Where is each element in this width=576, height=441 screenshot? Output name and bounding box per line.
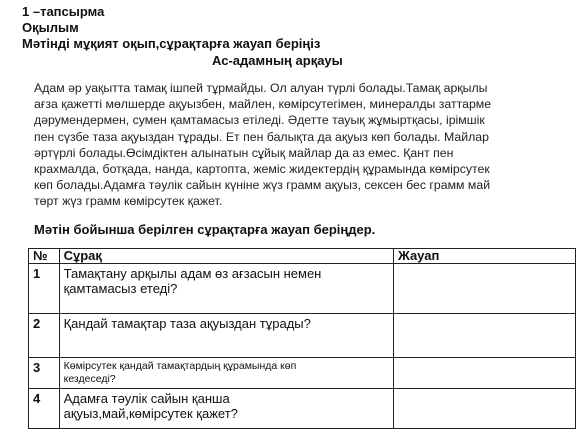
row-number: 3 [29, 358, 60, 389]
paragraph-line: Адам әр уақытта тамақ ішпей тұрмайды. Ол алуан түрлі болады.Тамақ арқылы [34, 81, 488, 95]
paragraph-line: дәрумендермен, сумен қамтамасыз етіледі. Әдетте тауық жұмыртқасы, ірімшік [34, 113, 485, 128]
table-header-row [29, 249, 576, 264]
instruction: Мәтінді мұқият оқып,сұрақтарға жауап беріңіз [22, 36, 321, 51]
header-number: № [29, 249, 60, 264]
task-number: 1 –тапсырма [22, 4, 105, 19]
question-line: Адамға тәулік сайын қанша [63, 391, 230, 406]
paragraph-line: төрт жүз грамм көмірсутек қажет. [34, 194, 223, 209]
row-number: 1 [29, 264, 60, 314]
task-instruction: Мәтін бойынша берілген сұрақтарға жауап беріңдер. [34, 222, 376, 237]
question-cell [59, 314, 393, 358]
answer-cell[interactable] [394, 358, 576, 389]
questions-table [28, 248, 576, 429]
question-cell [59, 358, 393, 389]
reading-paragraph [34, 80, 576, 210]
question-line: ақуыз,май,көмірсутек қажет? [63, 406, 238, 421]
answer-cell[interactable] [394, 264, 576, 314]
table-row [29, 264, 576, 314]
header-answer: Жауап [394, 249, 576, 264]
paragraph-line: көп болады.Адамға тәулік сайын күніне жүз грамм ақуыз, сексен бес грамм май [34, 178, 491, 193]
question-line: Көмірсутек қандай тамақтардың құрамында көп [63, 360, 297, 372]
header-question: Сұрақ [59, 249, 393, 264]
answer-cell[interactable] [394, 389, 576, 429]
table-row [29, 389, 576, 429]
paragraph-line: пен сүзбе таза ақуыздан тұрады. Ет пен балықта да ақуыз көп болады. Майлар [34, 129, 489, 144]
row-number: 4 [29, 389, 60, 429]
paragraph-line: әртүрлі болады.Өсімдіктен алынатын сұйық майлар да аз емес. Қант пен [34, 145, 454, 160]
section-label: Оқылым [22, 20, 79, 35]
question-cell [59, 389, 393, 429]
paragraph-line: ағза қажетті мөлшерде ақуызбен, майлен, көмірсутегімен, минералды заттарме [34, 97, 492, 112]
question-line: қамтамасыз етеді? [63, 281, 178, 296]
text-title: Ас-адамның арқауы [212, 53, 343, 68]
paragraph-line: крахмалда, ботқада, нанда, картопта, жеміс жидектердің құрамында көмірсутек [34, 162, 490, 177]
table-row [29, 358, 576, 389]
question-cell [59, 264, 393, 314]
question-line: кездеседі? [63, 373, 116, 385]
question-line: Қандай тамақтар таза ақуыздан тұрады? [63, 316, 311, 331]
row-number: 2 [29, 314, 60, 358]
table-row [29, 314, 576, 358]
question-line: Тамақтану арқылы адам өз ағзасын немен [63, 266, 322, 281]
answer-cell[interactable] [394, 314, 576, 358]
